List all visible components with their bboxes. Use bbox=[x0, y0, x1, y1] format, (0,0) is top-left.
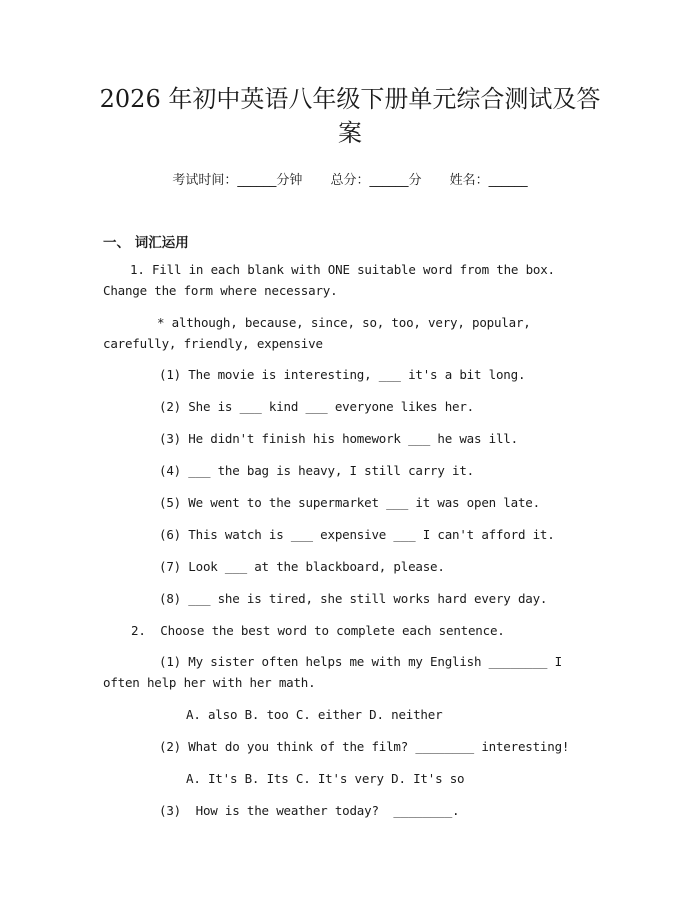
q1-item-5: (5) We went to the supermarket ___ it was open late. bbox=[159, 495, 540, 510]
student-name: 姓名：______ bbox=[449, 173, 528, 188]
q2-options-2: A. It's B. Its C. It's very D. It's so bbox=[186, 771, 465, 786]
section-heading: 一、 词汇运用 bbox=[103, 235, 189, 251]
q1-instruction: 1. Fill in each blank with ONE suitable word from the box. Change the form where necessary. bbox=[103, 262, 555, 298]
q1-word-box: * although, because, since, so, too, very, popular, carefully, friendly, expensive bbox=[103, 315, 531, 351]
q1-item-6: (6) This watch is ___ expensive ___ I can't afford it. bbox=[159, 527, 555, 542]
q1-item-7: (7) Look ___ at the blackboard, please. bbox=[159, 559, 445, 574]
page-title: 2026 年初中英语八年级下册单元综合测试及答案 bbox=[99, 85, 601, 147]
exam-time: 考试时间：______分钟 bbox=[172, 173, 303, 188]
q1-item-1: (1) The movie is interesting, ___ it's a bit long. bbox=[159, 367, 526, 382]
q2-sentence-1: (1) My sister often helps me with my English ________ I often help her with her math. bbox=[103, 654, 562, 690]
q1-item-2: (2) She is ___ kind ___ everyone likes her. bbox=[159, 399, 475, 414]
q1-item-8: (8) ___ she is tired, she still works hard every day. bbox=[159, 591, 548, 606]
total-score: 总分：______分 bbox=[330, 173, 422, 188]
q2-instruction: 2. Choose the best word to complete each sentence. bbox=[131, 623, 505, 638]
exam-meta bbox=[0, 169, 700, 188]
q2-options-1: A. also B. too C. either D. neither bbox=[186, 707, 443, 722]
q2-sentence-2: (2) What do you think of the film? ________ interesting! bbox=[159, 739, 570, 754]
q1-item-4: (4) ___ the bag is heavy, I still carry it. bbox=[159, 463, 475, 478]
q1-item-3: (3) He didn't finish his homework ___ he was ill. bbox=[159, 431, 518, 446]
q2-sentence-3: (3) How is the weather today? ________. bbox=[159, 803, 460, 818]
